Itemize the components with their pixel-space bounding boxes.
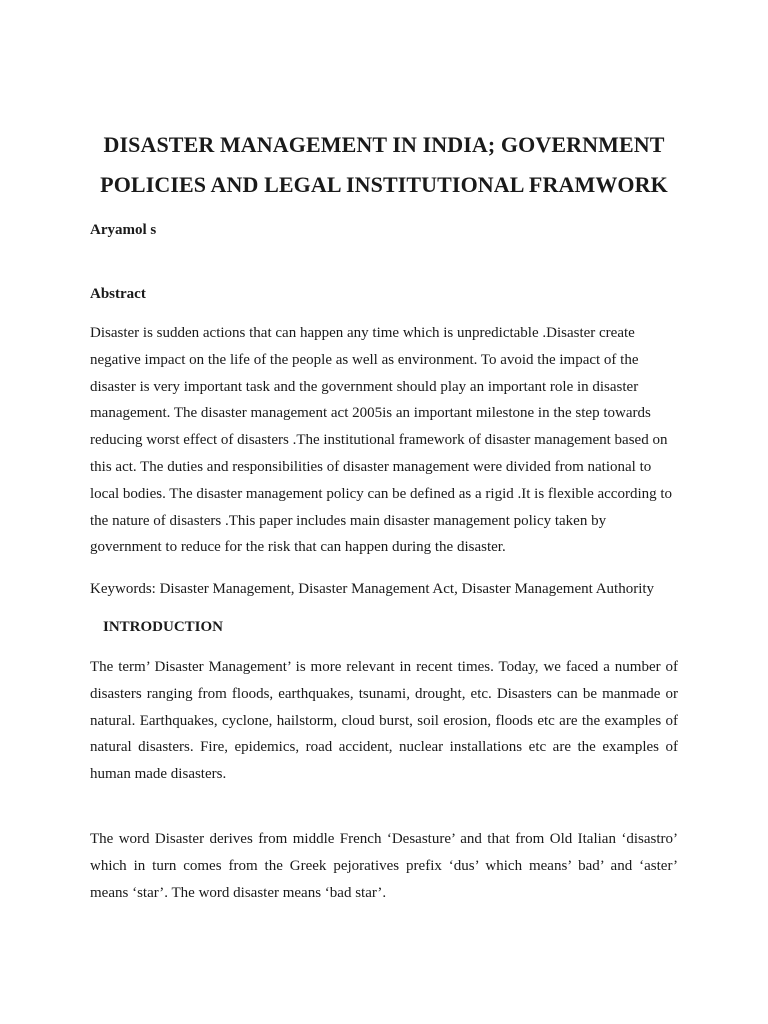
abstract-line: management. The disaster management act 2005is an important milestone in the step towards — [90, 405, 651, 422]
intro-line: natural. Earthquakes, cyclone, hailstorm, cloud burst, soil erosion, floods etc are the examples of — [90, 712, 678, 729]
title-line: POLICIES AND LEGAL INSTITUTIONAL FRAMWORK — [100, 172, 668, 197]
intro-line: which in turn comes from the Greek pejoratives prefix ‘dus’ which means’ bad’ and ‘aster’ — [90, 857, 678, 874]
abstract-line: this act. The duties and responsibilities of disaster management were divided from national to — [90, 458, 652, 475]
intro-line: natural disasters. Fire, epidemics, road accident, nuclear installations etc are the examples of — [90, 739, 678, 756]
introduction-paragraph-2 — [90, 826, 678, 906]
abstract-paragraph — [90, 320, 678, 561]
abstract-line: disaster is very important task and the government should play an important role in disaster — [90, 378, 639, 395]
intro-line: The word Disaster derives from middle French ‘Desasture’ and that from Old Italian ‘disastro’ — [90, 831, 678, 847]
introduction-paragraph-1 — [90, 654, 678, 788]
abstract-line: reducing worst effect of disasters .The institutional framework of disaster management based on — [90, 432, 668, 449]
abstract-line: the nature of disasters .This paper includes main disaster management policy taken by — [90, 512, 607, 529]
introduction-heading: INTRODUCTION — [103, 619, 224, 635]
abstract-heading: Abstract — [90, 286, 146, 302]
abstract-line: Disaster is sudden actions that can happen any time which is unpredictable .Disaster create — [90, 325, 635, 341]
keywords-line: Keywords: Disaster Management, Disaster Management Act, Disaster Management Authority — [90, 581, 655, 597]
title-line: DISASTER MANAGEMENT IN INDIA; GOVERNMENT — [103, 132, 665, 157]
abstract-line: negative impact on the life of the people as well as environment. To avoid the impact of the — [90, 351, 639, 368]
abstract-line: local bodies. The disaster management policy can be defined as a rigid .It is flexible according to — [90, 485, 673, 502]
intro-line: The term’ Disaster Management’ is more relevant in recent times. Today, we faced a number of — [90, 659, 678, 675]
intro-line: means ‘star’. The word disaster means ‘bad star’. — [90, 884, 387, 901]
author-name: Aryamol s — [90, 222, 157, 238]
paper-title — [60, 125, 708, 205]
intro-line: human made disasters. — [90, 766, 227, 783]
intro-line: disasters ranging from floods, earthquakes, tsunami, drought, etc. Disasters can be manmade or — [90, 685, 678, 702]
abstract-line: government to reduce for the risk that can happen during the disaster. — [90, 539, 506, 556]
